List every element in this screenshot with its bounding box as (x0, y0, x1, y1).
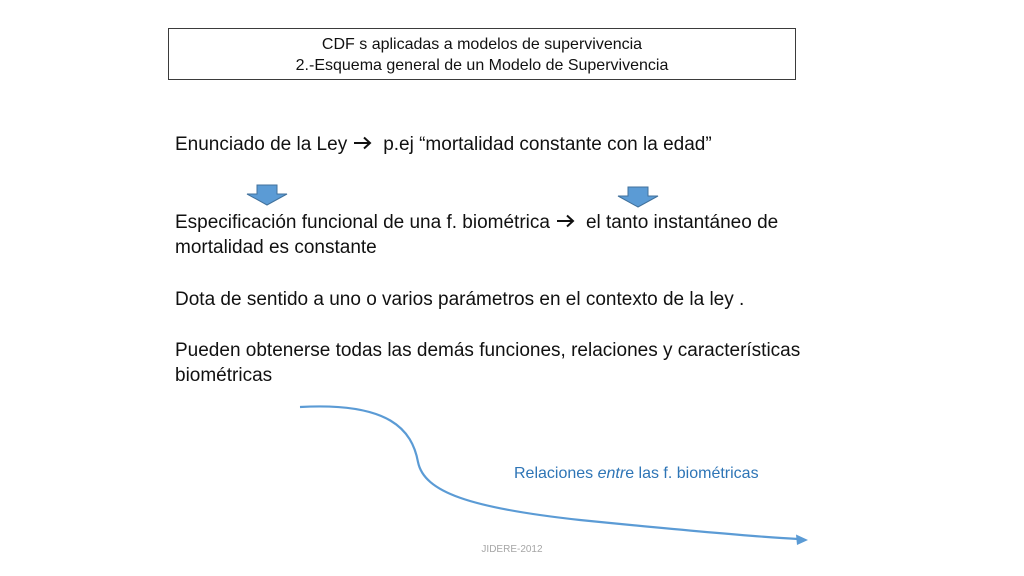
relations-part-1: Relaciones (514, 465, 598, 482)
meaning-text: Dota de sentido a uno o varios parámetros en el contexto de la ley . (175, 289, 745, 310)
functions-line-1: Pueden obtenerse todas las demás funciones, relaciones y características (175, 340, 801, 361)
title-line-1: CDF s aplicadas a modelos de supervivencia (321, 36, 643, 53)
footer: JIDERE-2012 (481, 544, 543, 555)
functions-line-2: biométricas (175, 365, 273, 386)
relations-part-2: entr (597, 465, 626, 482)
spec-line-2: mortalidad es constante (175, 237, 377, 258)
title-line-2: 2.-Esquema general de un Modelo de Supervivencia (295, 57, 669, 74)
spec-prefix: Especificación funcional de una f. biométrica (175, 212, 550, 233)
relations-label (514, 463, 759, 485)
relations-part-3: e las f. biométricas (625, 465, 759, 482)
law-prefix: Enunciado de la Ley (175, 134, 348, 155)
law-suffix: p.ej “mortalidad constante con la edad” (383, 134, 712, 155)
spec-suffix: el tanto instantáneo de (585, 212, 779, 233)
